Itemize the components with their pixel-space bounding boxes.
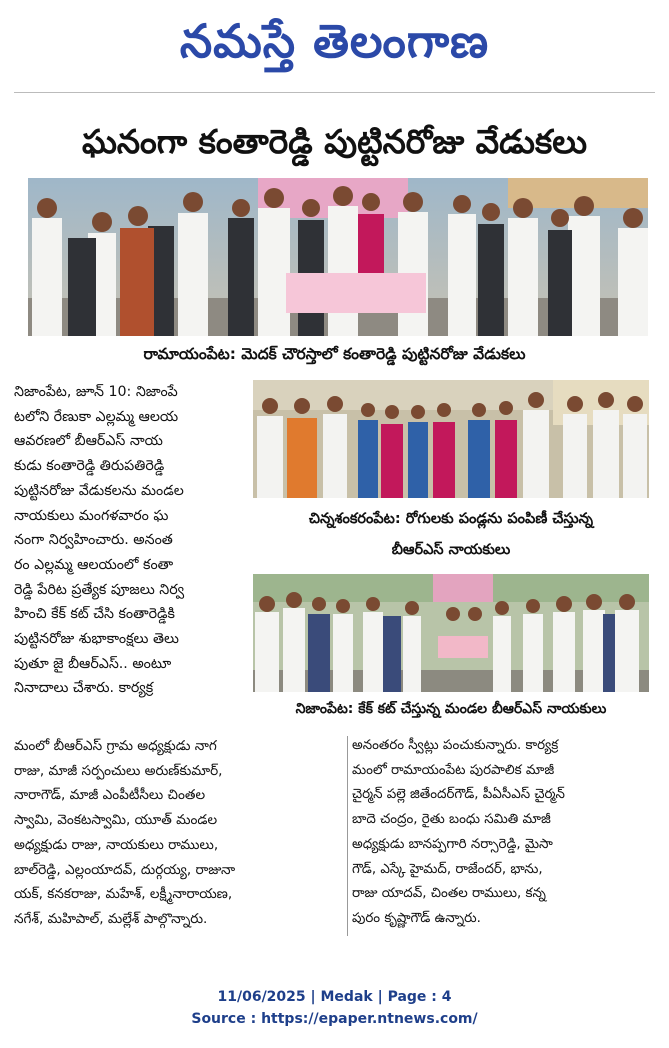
article-line: యక్, కనకరాజు, మహేశ్, లక్ష్మీనారాయణ, xyxy=(14,886,233,903)
second-photo xyxy=(253,380,649,498)
article-line: అధ్యక్షుడు బానప్పగారి నర్సారెడ్డి, మైసా xyxy=(352,836,553,852)
article-line: మంలో బీఆర్ఎస్ గ్రామ అధ్యక్షుడు నాగ xyxy=(14,738,217,754)
article-line: నగేశ్, మహిపాల్, మల్లేశ్ పాల్గొన్నారు. xyxy=(14,910,208,927)
article-left-column xyxy=(14,380,244,701)
main-photo-caption: రామాయంపేట: మెదక్ చౌరస్తాలో కంతారెడ్డి పుట్టినరోజు వేడుకలు xyxy=(143,345,526,363)
article-bottom-right-column xyxy=(352,734,652,932)
article-line: రాజు, మాజీ సర్పంచులు అరుణ్‌కుమార్, xyxy=(14,762,223,779)
article-line: పుతూ జై బీఆర్ఎస్.. అంటూ xyxy=(14,655,172,672)
masthead-divider xyxy=(14,92,655,93)
article-line: రెడ్డి పేరిట ప్రత్యేక పూజలు నిర్వ xyxy=(14,581,185,598)
article-line: మంలో రామాయంపేట పురపాలిక మాజీ xyxy=(352,762,555,778)
second-photo-image xyxy=(253,380,649,498)
article-line: నాయకులు మంగళవారం ఘ xyxy=(14,507,169,524)
article-line: బాల్‌రెడ్డి, ఎల్లంయాదవ్, దుర్గయ్య, రాజునా xyxy=(14,861,236,878)
article-line: హించి కేక్ కట్ చేసి కంతారెడ్డికి xyxy=(14,606,175,623)
article-line: రాజు యాదవ్, చింతల రాములు, కన్న xyxy=(352,886,546,902)
masthead xyxy=(0,4,669,78)
article-line: టలోని రేణుకా ఎల్లమ్మ ఆలయ xyxy=(14,408,179,425)
main-photo xyxy=(28,178,648,336)
article-line: రం ఎల్లమ్మ ఆలయంలో కంతా xyxy=(14,556,174,573)
article-line: పురం కృష్ణాగౌడ్ ఉన్నారు. xyxy=(352,910,481,926)
footer-source-line: Source : https://epaper.ntnews.com/ xyxy=(191,1011,478,1027)
article-line: కుడు కంతారెడ్డి తిరుపతిరెడ్డి xyxy=(14,458,165,475)
second-photo-caption-line2: బీఆర్ఎస్ నాయకులు xyxy=(391,542,511,558)
article-line: చైర్మన్ పల్లె జితేందర్‌గౌడ్, పీఏసీఎస్ చైర్మన్ xyxy=(352,787,565,803)
article-line: గౌడ్, ఎస్కే హైమద్, రాజేందర్, భాను, xyxy=(352,861,543,877)
article-headline: ఘనంగా కంతారెడ్డి పుట్టినరోజు వేడుకలు xyxy=(81,122,588,161)
article-line: ఆవరణలో బీఆర్ఎస్ నాయ xyxy=(14,433,163,450)
second-photo-caption-line1: చిన్నశంకరంపేట: రోగులకు పండ్లను పంపిణీ చేస్తున్న xyxy=(308,511,594,527)
article-line: పుట్టినరోజు వేడుకలను మండల xyxy=(14,482,184,499)
column-divider xyxy=(347,736,348,936)
article-line: నిజాంపేట, జూన్ 10: నిజాంపే xyxy=(14,384,178,400)
main-photo-image xyxy=(28,178,648,336)
article-bottom-left-column xyxy=(14,734,344,932)
third-photo xyxy=(253,574,649,692)
article-line: పుట్టినరోజు శుభాకాంక్షలు తెలు xyxy=(14,631,179,648)
article-line: నంగా నిర్వహించారు. అనంత xyxy=(14,532,173,549)
third-photo-image xyxy=(253,574,649,692)
newspaper-title: నమస్తే తెలంగాణ xyxy=(179,14,490,68)
third-photo-caption: నిజాంపేట: కేక్ కట్ చేస్తున్న మండల బీఆర్ఎస్ నాయకులు xyxy=(295,701,607,717)
article-line: అనంతరం స్వీట్లు పంచుకున్నారు. కార్యక్ర xyxy=(352,738,559,753)
article-line: అధ్యక్షుడు రాజు, నాయకులు రాములు, xyxy=(14,836,219,853)
article-line: స్వామి, వెంకటస్వామి, యూత్ మండల xyxy=(14,812,218,829)
article-line: నారాగౌడ్, మాజీ ఎంపీటీసీలు చింతల xyxy=(14,787,206,804)
footer-date-line: 11/06/2025 | Medak | Page : 4 xyxy=(217,989,452,1005)
article-line: నినాదాలు చేశారు. కార్యక్ర xyxy=(14,680,154,697)
article-line: బాదె చంద్రం, రైతు బంధు సమితి మాజీ xyxy=(352,812,551,828)
